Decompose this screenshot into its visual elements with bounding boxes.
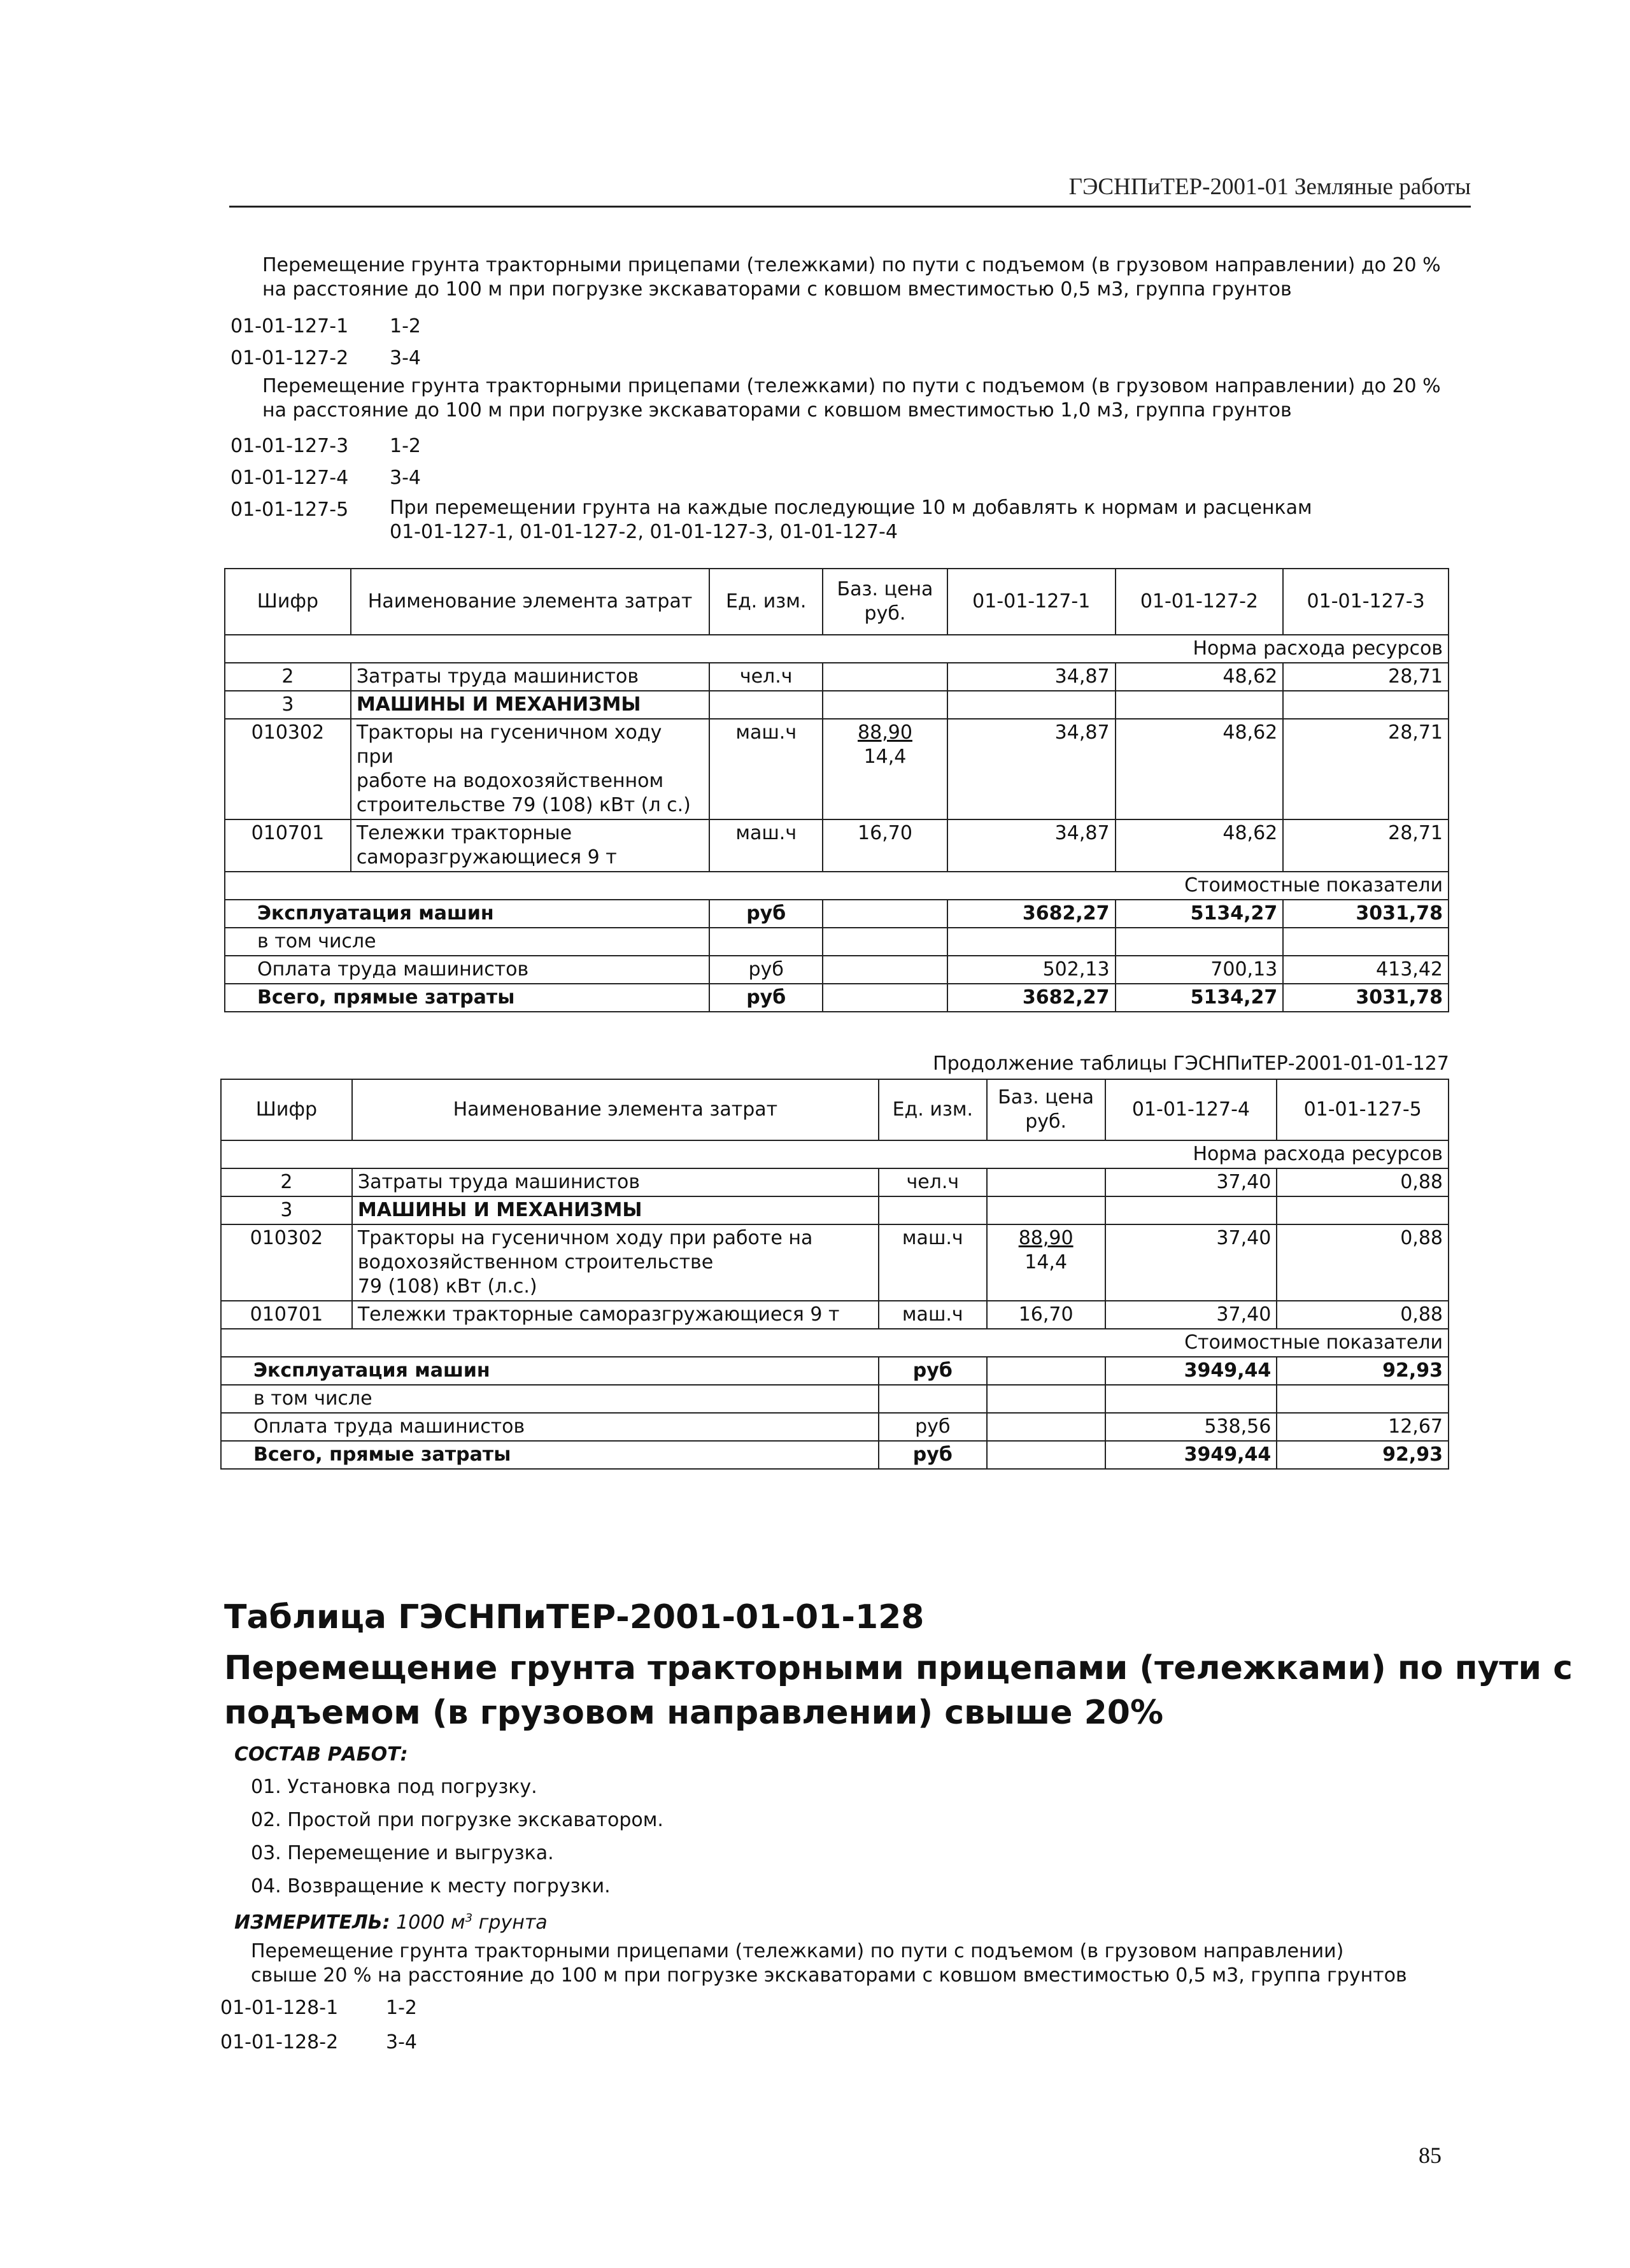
extra-norm-text-line2: 01-01-127-1, 01-01-127-2, 01-01-127-3, 01-01-127-4	[390, 521, 898, 543]
row-value: 28,71	[1283, 719, 1449, 819]
row-value: 28,71	[1283, 819, 1449, 872]
row-price	[823, 900, 947, 928]
section-128-heading-line1: Перемещение грунта тракторными прицепами (тележками) по пути с	[224, 1649, 1573, 1687]
row-price-line1: 88,90	[1018, 1227, 1074, 1249]
row-name-line2: работе на водохозяйственном	[356, 770, 664, 792]
table-row	[221, 1413, 1449, 1441]
row-value: 34,87	[947, 819, 1116, 872]
soil-group: 1-2	[386, 1997, 417, 2019]
soil-group: 1-2	[390, 435, 421, 457]
row-value: 28,71	[1283, 663, 1449, 691]
row-name-line1: Тележки тракторные	[356, 822, 572, 844]
row-value: 3949,44	[1105, 1357, 1277, 1385]
empty-cell	[1105, 1196, 1277, 1224]
extra-norm-text-line1: При перемещении грунта на каждые последующие 10 м добавлять к нормам и расценкам	[390, 497, 1312, 519]
col-header-unit: Ед. изм.	[879, 1079, 987, 1140]
soil-group: 3-4	[390, 467, 421, 489]
row-value: 48,62	[1116, 719, 1284, 819]
row-code: 010302	[221, 1224, 352, 1301]
col-header-norm: 01-01-127-5	[1277, 1079, 1449, 1140]
row-name-line2: водохозяйственном строительстве	[357, 1251, 714, 1273]
cost-section-label: Стоимостные показатели	[221, 1329, 1449, 1357]
table-row	[221, 1196, 1449, 1224]
table-row	[225, 928, 1449, 956]
col-header-norm: 01-01-127-1	[947, 569, 1116, 635]
norm-code: 01-01-128-1	[220, 1997, 339, 2019]
empty-cell	[987, 1385, 1105, 1413]
cost-section-label: Стоимостные показатели	[225, 872, 1449, 900]
empty-cell	[1283, 691, 1449, 719]
row-value: 502,13	[947, 956, 1116, 984]
table-row	[225, 819, 1449, 872]
page-number: 85	[1419, 2143, 1442, 2168]
measure-tail: грунта	[472, 1911, 548, 1934]
row-price	[823, 663, 947, 691]
table-row	[221, 1168, 1449, 1196]
row-name: Затраты труда машинистов	[352, 1168, 879, 1196]
work-item: 02. Простой при погрузке экскаватором.	[251, 1809, 663, 1831]
section-127b-desc-line2: на расстояние до 100 м при погрузке экскаваторами с ковшом вместимостью 1,0 м3, группа грунтов	[262, 399, 1292, 422]
empty-cell	[1105, 1385, 1277, 1413]
row-value: 538,56	[1105, 1413, 1277, 1441]
empty-cell	[1277, 1196, 1449, 1224]
row-unit: маш.ч	[709, 719, 823, 819]
row-value: 92,93	[1277, 1357, 1449, 1385]
row-price	[987, 1441, 1105, 1469]
col-header-name: Наименование элемента затрат	[352, 1079, 879, 1140]
resource-table-2	[220, 1079, 1449, 1470]
row-code: 3	[225, 691, 351, 719]
row-name-line2: саморазгружающиеся 9 т	[356, 846, 617, 868]
table-row	[225, 691, 1449, 719]
row-unit: маш.ч	[879, 1301, 987, 1329]
row-unit: маш.ч	[709, 819, 823, 872]
empty-cell	[823, 691, 947, 719]
work-item: 03. Перемещение и выгрузка.	[251, 1842, 554, 1864]
empty-cell	[1277, 1385, 1449, 1413]
row-name-line1: Тракторы на гусеничном ходу при	[356, 721, 662, 768]
norm-code: 01-01-127-3	[230, 435, 349, 457]
table-header-row	[225, 569, 1449, 635]
row-name: Оплата труда машинистов	[221, 1413, 879, 1441]
empty-cell	[709, 928, 823, 956]
table-128-title: Таблица ГЭСНПиТЕР-2001-01-01-128	[224, 1598, 925, 1636]
measure-line	[234, 1906, 548, 1935]
row-value: 5134,27	[1116, 900, 1284, 928]
row-value: 37,40	[1105, 1224, 1277, 1301]
header-rule	[229, 206, 1471, 208]
norm-code: 01-01-127-4	[230, 467, 349, 489]
row-unit: руб	[709, 900, 823, 928]
row-name: Эксплуатация машин	[221, 1357, 879, 1385]
row-price	[987, 1224, 1105, 1301]
col-header-price-line1: Баз. цена	[998, 1086, 1095, 1109]
row-unit: руб	[879, 1413, 987, 1441]
table-row	[221, 1301, 1449, 1329]
row-price	[823, 984, 947, 1012]
running-header: ГЭСНПиТЕР-2001-01 Земляные работы	[1068, 174, 1471, 200]
col-header-code: Шифр	[225, 569, 351, 635]
row-code: 2	[221, 1168, 352, 1196]
row-value: 3031,78	[1283, 900, 1449, 928]
row-price-line2: 14,4	[1024, 1251, 1068, 1273]
row-unit: руб	[879, 1441, 987, 1469]
row-name: Тележки тракторные саморазгружающиеся 9 т	[352, 1301, 879, 1329]
section-127b-desc-line1: Перемещение грунта тракторными прицепами (тележками) по пути с подъемом (в грузовом направлении) до 20 %	[262, 375, 1441, 397]
row-name: Оплата труда машинистов	[225, 956, 709, 984]
row-value: 3949,44	[1105, 1441, 1277, 1469]
row-unit: маш.ч	[879, 1224, 987, 1301]
table-row	[225, 663, 1449, 691]
row-value: 34,87	[947, 663, 1116, 691]
empty-cell	[947, 691, 1116, 719]
row-price-line1: 88,90	[858, 721, 912, 744]
row-unit: чел.ч	[879, 1168, 987, 1196]
table-row	[221, 1224, 1449, 1301]
row-name: Затраты труда машинистов	[351, 663, 709, 691]
norm-code: 01-01-127-5	[230, 499, 349, 521]
section-row-norm	[225, 635, 1449, 663]
row-price: 16,70	[987, 1301, 1105, 1329]
empty-cell	[987, 1196, 1105, 1224]
row-code: 010701	[221, 1301, 352, 1329]
work-item: 01. Установка под погрузку.	[251, 1776, 537, 1798]
section-128-heading-line2: подъемом (в грузовом направлении) свыше 20%	[224, 1694, 1164, 1732]
row-value: 34,87	[947, 719, 1116, 819]
empty-cell	[879, 1385, 987, 1413]
empty-cell	[823, 928, 947, 956]
norm-code: 01-01-127-2	[230, 347, 349, 369]
row-value: 48,62	[1116, 663, 1284, 691]
row-value: 3682,27	[947, 900, 1116, 928]
row-name	[352, 1224, 879, 1301]
row-name: Всего, прямые затраты	[221, 1441, 879, 1469]
col-header-price	[987, 1079, 1105, 1140]
row-price-line2: 14,4	[863, 746, 907, 768]
row-value: 700,13	[1116, 956, 1284, 984]
row-value: 0,88	[1277, 1301, 1449, 1329]
section-127a-desc-line2: на расстояние до 100 м при погрузке экскаваторами с ковшом вместимостью 0,5 м3, группа грунтов	[262, 278, 1292, 301]
col-header-price	[823, 569, 947, 635]
col-header-norm: 01-01-127-3	[1283, 569, 1449, 635]
empty-cell	[1283, 928, 1449, 956]
norm-section-label: Норма расхода ресурсов	[225, 635, 1449, 663]
col-header-name: Наименование элемента затрат	[351, 569, 709, 635]
soil-group: 3-4	[390, 347, 421, 369]
empty-cell	[709, 691, 823, 719]
table-header-row	[221, 1079, 1449, 1140]
col-header-unit: Ед. изм.	[709, 569, 823, 635]
col-header-price-line2: руб.	[1025, 1110, 1067, 1133]
row-value: 0,88	[1277, 1224, 1449, 1301]
table-row	[225, 956, 1449, 984]
row-value: 413,42	[1283, 956, 1449, 984]
row-price: 16,70	[823, 819, 947, 872]
col-header-price-line1: Баз. цена	[837, 578, 933, 600]
norm-section-label: Норма расхода ресурсов	[221, 1140, 1449, 1168]
row-value: 3682,27	[947, 984, 1116, 1012]
row-price	[987, 1357, 1105, 1385]
table-row	[225, 984, 1449, 1012]
row-name-line3: строительстве 79 (108) кВт (л с.)	[356, 794, 691, 816]
table-row	[225, 719, 1449, 819]
row-price	[987, 1413, 1105, 1441]
measure-value: 1000 м	[396, 1911, 465, 1934]
row-name-line3: 79 (108) кВт (л.с.)	[357, 1275, 537, 1298]
row-unit: руб	[709, 984, 823, 1012]
measure-label: ИЗМЕРИТЕЛЬ:	[234, 1911, 390, 1934]
row-unit: руб	[709, 956, 823, 984]
empty-cell	[1116, 928, 1284, 956]
row-name: Эксплуатация машин	[225, 900, 709, 928]
col-header-norm: 01-01-127-2	[1116, 569, 1284, 635]
row-code: 2	[225, 663, 351, 691]
section-row-norm	[221, 1140, 1449, 1168]
empty-cell	[879, 1196, 987, 1224]
col-header-code: Шифр	[221, 1079, 352, 1140]
row-name	[351, 819, 709, 872]
soil-group: 3-4	[386, 2031, 417, 2053]
row-value: 37,40	[1105, 1168, 1277, 1196]
table-row	[221, 1385, 1449, 1413]
row-price	[823, 719, 947, 819]
row-unit: руб	[879, 1357, 987, 1385]
row-name: в том числе	[221, 1385, 879, 1413]
table-row	[221, 1441, 1449, 1469]
row-value: 37,40	[1105, 1301, 1277, 1329]
row-name: Всего, прямые затраты	[225, 984, 709, 1012]
row-name-line1: Тракторы на гусеничном ходу при работе на	[357, 1227, 813, 1249]
section-row-cost	[225, 872, 1449, 900]
empty-cell	[1116, 691, 1284, 719]
section-128-desc-line1: Перемещение грунта тракторными прицепами (тележками) по пути с подъемом (в грузовом направлении)	[251, 1940, 1344, 1962]
row-code: 3	[221, 1196, 352, 1224]
norm-code: 01-01-127-1	[230, 315, 349, 337]
row-name: МАШИНЫ И МЕХАНИЗМЫ	[352, 1196, 879, 1224]
row-name	[351, 719, 709, 819]
section-row-cost	[221, 1329, 1449, 1357]
row-name: МАШИНЫ И МЕХАНИЗМЫ	[351, 691, 709, 719]
soil-group: 1-2	[390, 315, 421, 337]
row-name: в том числе	[225, 928, 709, 956]
norm-code: 01-01-128-2	[220, 2031, 339, 2053]
col-header-price-line2: руб.	[864, 602, 906, 625]
row-price	[987, 1168, 1105, 1196]
table-continuation-label: Продолжение таблицы ГЭСНПиТЕР-2001-01-01-127	[933, 1052, 1449, 1075]
row-value: 12,67	[1277, 1413, 1449, 1441]
work-item: 04. Возвращение к месту погрузки.	[251, 1875, 611, 1897]
works-label: СОСТАВ РАБОТ:	[234, 1743, 408, 1766]
col-header-norm: 01-01-127-4	[1105, 1079, 1277, 1140]
row-value: 0,88	[1277, 1168, 1449, 1196]
measure-sup: 3	[465, 1911, 473, 1925]
table-row	[221, 1357, 1449, 1385]
row-code: 010302	[225, 719, 351, 819]
section-127a-desc-line1: Перемещение грунта тракторными прицепами (тележками) по пути с подъемом (в грузовом направлении) до 20 %	[262, 254, 1441, 276]
row-value: 48,62	[1116, 819, 1284, 872]
row-value: 92,93	[1277, 1441, 1449, 1469]
section-128-desc-line2: свыше 20 % на расстояние до 100 м при погрузке экскаваторами с ковшом вместимостью 0,5 м3, группа грунтов	[251, 1964, 1407, 1987]
table-row	[225, 900, 1449, 928]
row-value: 5134,27	[1116, 984, 1284, 1012]
row-unit: чел.ч	[709, 663, 823, 691]
row-code: 010701	[225, 819, 351, 872]
row-price	[823, 956, 947, 984]
row-value: 3031,78	[1283, 984, 1449, 1012]
empty-cell	[947, 928, 1116, 956]
resource-table-1	[224, 568, 1449, 1012]
